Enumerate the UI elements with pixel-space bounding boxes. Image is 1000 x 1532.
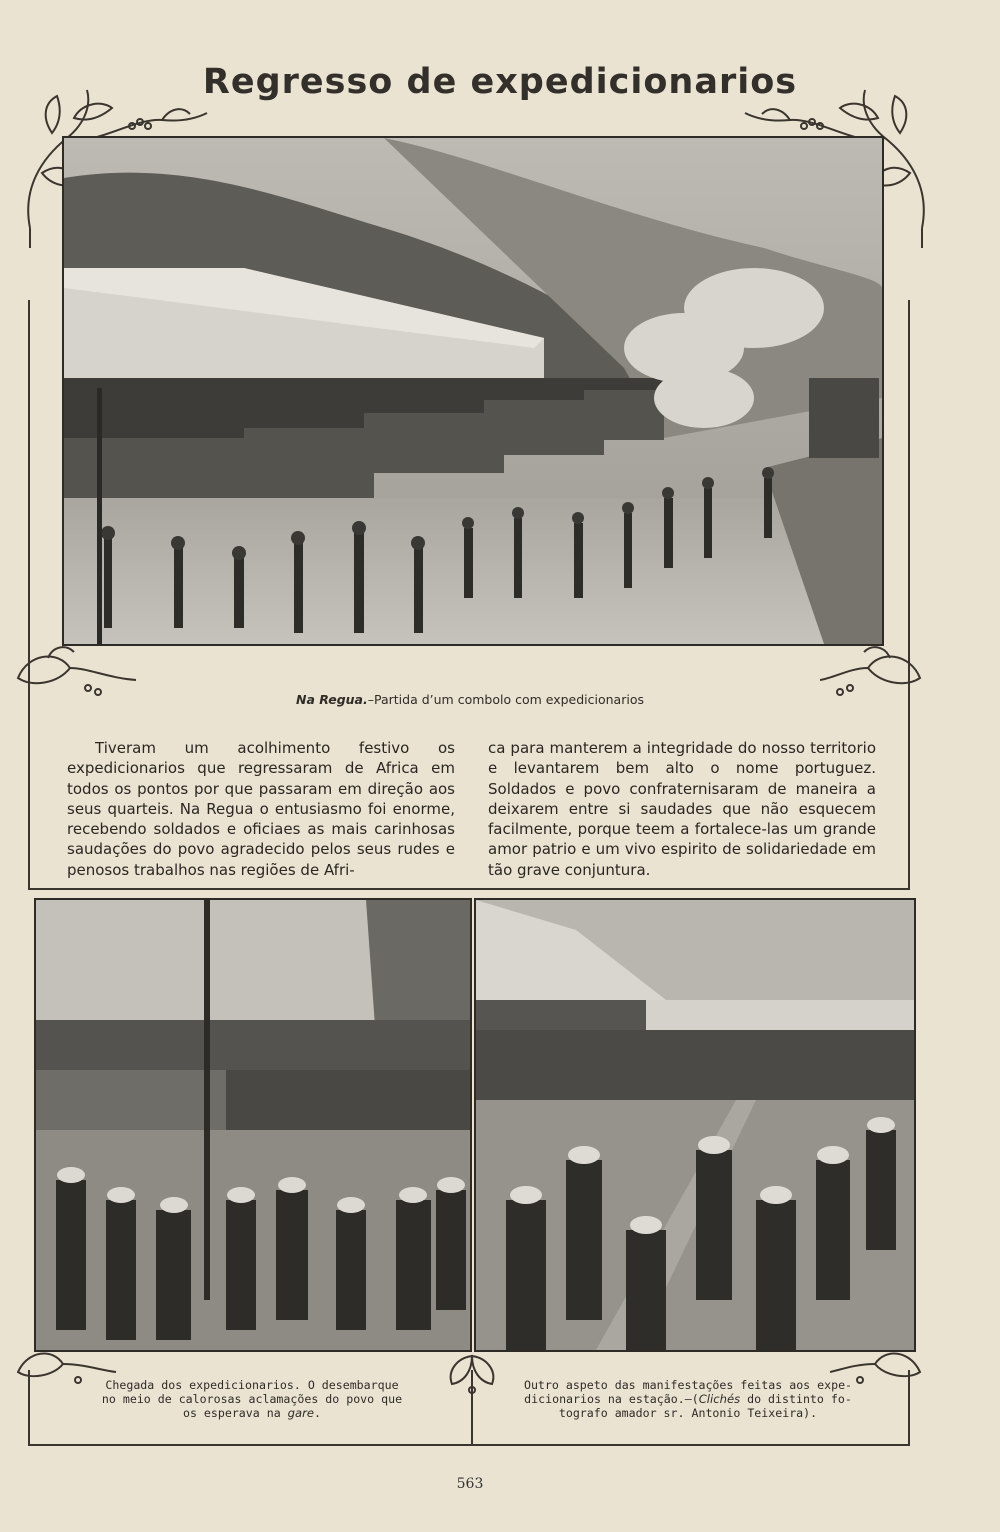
caption-lead: Na Regua.	[295, 692, 368, 707]
photo-regua-train-departure	[62, 136, 884, 646]
caption-right-photo	[488, 1378, 888, 1420]
caption-left-line-1: Chegada dos expedicionarios. O desembarque	[105, 1378, 399, 1392]
article-title: Regresso de expedicionarios	[202, 62, 798, 102]
photo-station-crowd	[474, 898, 916, 1352]
caption-right-line-2: dicionarios na estação.–(Clichés do distinto fo-	[524, 1392, 852, 1406]
caption-right-line-1: Outro aspeto das manifestações feitas aos expe-	[523, 1378, 853, 1392]
frame-line-middle	[28, 888, 910, 890]
body-column-left	[67, 738, 455, 880]
body-paragraph-right: ca para manterem a integridade do nosso territorio e levantarem bem alto o nome portuguez. Soldados e povo confraternisaram de maneira a deixarem entre si saudades que não esquecem facilmente, porque teem a fortalece-las um grande amor patrio e um vivo espirito de solidariedade em tão grave conjuntura.	[488, 739, 876, 879]
photo-arrival-disembark	[34, 898, 472, 1352]
top-photo-caption	[0, 692, 940, 707]
frame-line-right-lower	[908, 680, 910, 890]
page-number: 563	[456, 1476, 484, 1492]
caption-left-line-2: no meio de calorosas aclamações do povo que	[101, 1392, 403, 1406]
frame-line-left	[28, 300, 30, 680]
caption-left-line-3: os esperava na gare.	[182, 1406, 322, 1420]
caption-right-line-3: tografo amador sr. Antonio Teixeira).	[558, 1406, 818, 1420]
frame-line-bottom	[28, 1444, 910, 1446]
body-paragraph-left: Tiveram um acolhimento festivo os expedicionarios que regressaram de Africa em todos os pontos por que passaram em direção aos seus quarteis. Na Regua o entusiasmo foi enorme, recebendo soldados e oficiaes as mais carinhosas saudações do povo agradecido pelos seus rudes e penosos trabalhos nas regiões de Afri-	[67, 739, 455, 879]
caption-left-photo	[52, 1378, 452, 1420]
body-column-right	[488, 738, 876, 880]
frame-line-left-lower	[28, 680, 30, 890]
caption-text: –Partida d’um combolo com expedicionarios	[367, 692, 644, 707]
frame-line-right	[908, 300, 910, 680]
